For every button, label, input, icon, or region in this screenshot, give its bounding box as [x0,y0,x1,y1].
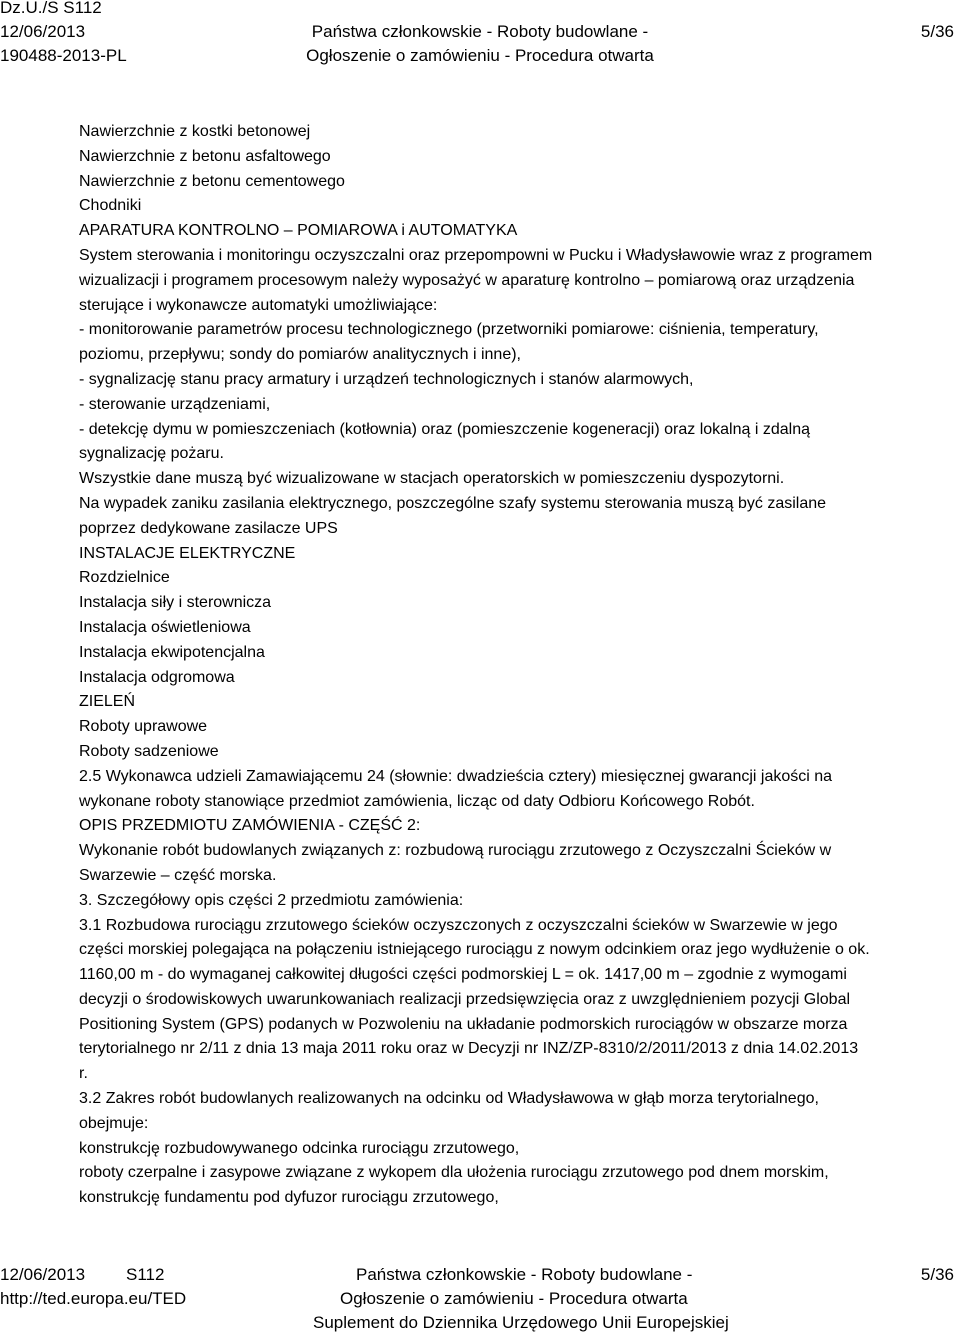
body-line: Nawierzchnie z betonu cementowego [79,172,345,190]
body-line: - sygnalizację stanu pracy armatury i urządzeń technologicznych i stanów alarmowych, [79,370,694,388]
body-line: - detekcję dymu w pomieszczeniach (kotłownia) oraz (pomieszczenie kogeneracji) oraz lokalną i zdalną [79,420,810,438]
body-line: Na wypadek zaniku zasilania elektrycznego, poszczególne szafy systemu sterowania muszą być zasilane [79,494,827,512]
notice-body-text [79,120,954,1211]
body-line: r. [79,1065,88,1083]
body-line: terytorialnego nr 2/11 z dnia 13 maja 2011 roku oraz w Decyzji nr INZ/ZP-8310/2/2011/2013 z dnia 14.02.2013 [79,1040,859,1058]
body-line: Instalacja odgromowa [79,668,235,686]
body-line: wizualizacji i programem procesowym należy wyposażyć w aparaturę kontrolno – pomiarową oraz urządzenia [79,271,855,289]
body-line: Instalacja ekwipotencjalna [79,643,265,661]
body-line: OPIS PRZEDMIOTU ZAMÓWIENIA - CZĘŚĆ 2: [79,817,421,835]
footer-page-number: 5/36 [920,1265,954,1284]
footer-title-line2: Ogłoszenie o zamówieniu - Procedura otwarta [340,1289,688,1308]
header-date: 12/06/2013 [0,22,86,41]
body-line: konstrukcję rozbudowywanego odcinka rurociągu zrzutowego, [79,1139,520,1157]
body-line: ZIELEŃ [79,693,136,711]
body-line: roboty czerpalne i zasypowe związane z wykopem dla ułożenia rurociągu zrzutowego pod dnem morskim, [79,1164,829,1182]
body-line: Swarzewie – część morska. [79,866,277,884]
body-line: Positioning System (GPS) podanych w Pozwoleniu na układanie podmorskich rurociągów w obszarze morza [79,1015,848,1033]
body-line: Chodniki [79,197,142,215]
body-line: APARATURA KONTROLNO – POMIAROWA i AUTOMATYKA [79,222,518,240]
body-line: 3.2 Zakres robót budowlanych realizowanych na odcinku od Władysławowa w głąb morza terytorialnego, [79,1090,819,1108]
body-line: Rozdzielnice [79,569,170,587]
body-line: sygnalizację pożaru. [79,445,224,463]
body-line: Nawierzchnie z betonu asfaltowego [79,147,331,165]
body-line: 2.5 Wykonawca udzieli Zamawiającemu 24 (słownie: dwadzieścia cztery) miesięcznej gwarancji jakości na [79,767,833,785]
body-line: poziomu, przepływu; sondy do pomiarów analitycznych i inne), [79,346,521,364]
body-line: Nawierzchnie z kostki betonowej [79,123,311,140]
body-line: - sterowanie urządzeniami, [79,395,271,413]
notice-id: 190488-2013-PL [0,46,127,65]
header-title-line1: Państwa członkowskie - Roboty budowlane - [311,22,649,41]
footer-url: http://ted.europa.eu/TED [0,1289,187,1308]
body-line: Instalacja oświetleniowa [79,618,251,636]
body-line: 1160,00 m - do wymaganej całkowitej długości części podmorskiej L = ok. 1417,00 m – zgodnie z wymogami [79,966,847,984]
body-line: 3.1 Rozbudowa rurociągu zrzutowego ścieków oczyszczonych z oczyszczalni ścieków w Swarzewie w jego [79,916,838,934]
body-line: Roboty sadzeniowe [79,742,219,760]
body-line: Roboty uprawowe [79,718,208,736]
footer-title-line3: Suplement do Dziennika Urzędowego Unii Europejskiej [313,1313,729,1332]
journal-reference: Dz.U./S S112 [0,0,102,17]
body-line: decyzji o środowiskowych uwarunkowaniach realizacji przedsięwzięcia oraz z uwzględnieniem pozycji Global [79,990,851,1008]
body-line: sterujące i wykonawcze automatyki umożliwiające: [79,296,438,314]
body-line: części morskiej polegająca na połączeniu istniejącego rurociągu z nowym odcinkiem oraz jego wydłużenie o ok. [79,941,870,959]
header-title-line2: Ogłoszenie o zamówieniu - Procedura otwarta [306,46,654,65]
body-line: - monitorowanie parametrów procesu technologicznego (przetworniki pomiarowe: ciśnienia, temperatury, [79,321,819,339]
body-line: konstrukcję fundamentu pod dyfuzor rurociągu zrzutowego, [79,1189,499,1207]
body-line: System sterowania i monitoringu oczyszczalni oraz przepompowni w Pucku i Władysławowie wraz z programem [79,246,873,264]
header-page-number: 5/36 [920,22,954,41]
body-line: wykonane roboty stanowiące przedmiot zamówienia, licząc od daty Odbioru Końcowego Robót. [79,792,755,810]
footer-date: 12/06/2013 [0,1265,86,1284]
body-line: poprzez dedykowane zasilacze UPS [79,519,338,537]
footer-title-line1: Państwa członkowskie - Roboty budowlane - [356,1265,693,1284]
body-line: Instalacja siły i sterownicza [79,594,272,612]
footer-series: S112 [126,1265,165,1284]
body-line: INSTALACJE ELEKTRYCZNE [79,544,296,562]
body-line: Wszystkie dane muszą być wizualizowane w stacjach operatorskich w pomieszczeniu dyspozytorni. [79,470,785,488]
body-line: obejmuje: [79,1114,149,1132]
body-line: 3. Szczegółowy opis części 2 przedmiotu zamówienia: [79,891,464,909]
body-line: Wykonanie robót budowlanych związanych z: rozbudową rurociągu zrzutowego z Oczyszczalni Ścieków w [79,842,832,860]
